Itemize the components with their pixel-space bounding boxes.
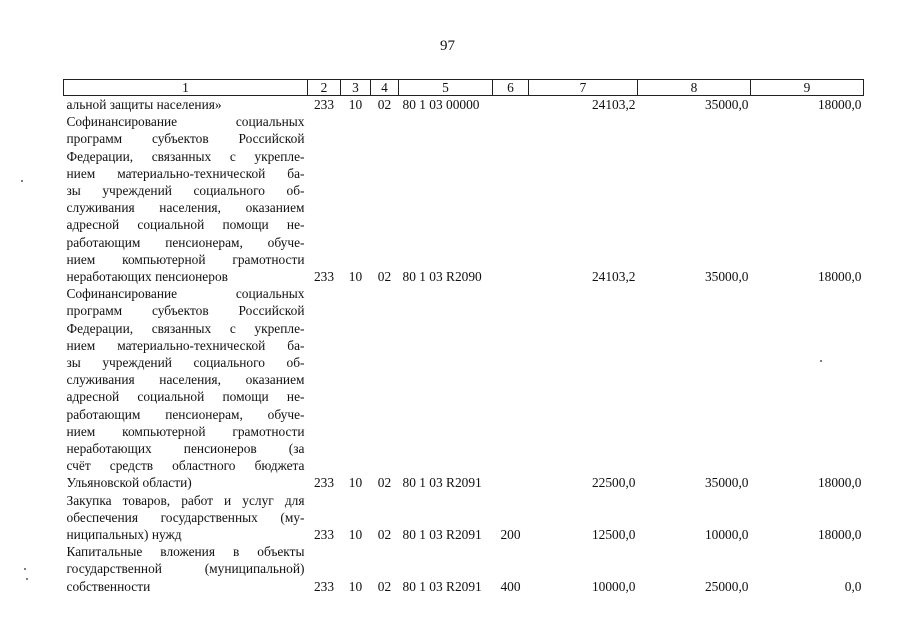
chapter-code: 233 (313, 475, 335, 491)
amount-2019: 18000,0 (817, 527, 862, 543)
target-article-code: 80 1 03 R2091 (402, 578, 482, 594)
amount-2019: 18000,0 (817, 475, 862, 491)
section-code: 10 (348, 475, 363, 491)
section-code: 10 (348, 527, 363, 543)
amount-2019: 18000,0 (817, 97, 862, 112)
target-article-code: 80 1 03 00000 (402, 97, 480, 112)
row-name-line: зы учреждений социального об- (66, 355, 305, 371)
section-code: 10 (348, 578, 363, 594)
row-name-line: Капитальные вложения в объекты (66, 544, 305, 560)
subsection-code: 02 (377, 578, 392, 594)
col-header-2: 2 (308, 80, 341, 96)
row-name-line: программ субъектов Российской (66, 303, 305, 319)
section-code: 10 (348, 269, 363, 285)
table-row (64, 285, 864, 491)
subsection-code: 02 (377, 97, 392, 112)
chapter-code: 233 (313, 578, 335, 594)
row-name-line: нием материально-технической ба- (66, 337, 305, 353)
amount-2017: 10000,0 (591, 578, 636, 594)
expense-type-code (493, 285, 529, 491)
row-name-line: ниципальных) нужд (66, 527, 182, 543)
amount-2018: 35000,0 (704, 475, 749, 491)
row-name-line: счёт средств областного бюджета (66, 458, 305, 474)
row-name-line: Федерации, связанных с укрепле- (66, 148, 305, 164)
table-row (64, 492, 864, 544)
expense-type-code: 200 (500, 527, 521, 543)
row-name (64, 492, 308, 544)
chapter-code: 233 (313, 527, 335, 543)
subsection-code: 02 (377, 475, 392, 491)
header-row (64, 80, 864, 96)
amount-2017: 22500,0 (591, 475, 636, 491)
row-name (64, 543, 308, 595)
expense-type-code (493, 113, 529, 285)
row-name-line: альной защиты населения» (66, 97, 222, 112)
row-name-line: программ субъектов Российской (66, 131, 305, 147)
row-name-line: адресной социальной помощи не- (66, 389, 305, 405)
row-name-line: неработающих пенсионеров (66, 269, 228, 285)
row-name-line: работающим пенсионерам, обуче- (66, 234, 305, 250)
row-name-line: Закупка товаров, работ и услуг для (66, 492, 305, 508)
amount-2019: 18000,0 (817, 269, 862, 285)
col-header-6: 6 (493, 80, 529, 96)
scan-speck (21, 180, 23, 182)
amount-2018: 35000,0 (704, 269, 749, 285)
section-code: 10 (348, 97, 363, 112)
row-name (64, 113, 308, 285)
row-name-line: обеспечения государственных (му- (66, 509, 305, 525)
target-article-code: 80 1 03 R2090 (402, 269, 482, 285)
expense-type-code: 400 (500, 578, 521, 594)
row-name-line: служивания населения, оказанием (66, 372, 305, 388)
row-name-line: Софинансирование социальных (66, 114, 305, 130)
row-name (64, 285, 308, 491)
col-header-8: 8 (638, 80, 751, 96)
table-row (64, 96, 864, 114)
target-article-code: 80 1 03 R2091 (402, 475, 482, 491)
row-name-line: Софинансирование социальных (66, 286, 305, 302)
row-name-line: неработающих пенсионеров (за (66, 441, 305, 457)
scan-speck (820, 360, 822, 362)
expense-type-code (493, 96, 529, 114)
col-header-5: 5 (399, 80, 493, 96)
col-header-9: 9 (751, 80, 864, 96)
amount-2019: 0,0 (844, 578, 862, 594)
page-number: 97 (440, 38, 455, 54)
target-article-code: 80 1 03 R2091 (402, 527, 482, 543)
row-name-line: работающим пенсионерам, обуче- (66, 406, 305, 422)
amount-2018: 25000,0 (704, 578, 749, 594)
row-name-line: служивания населения, оказанием (66, 200, 305, 216)
amount-2017: 24103,2 (591, 269, 636, 285)
row-name-line: зы учреждений социального об- (66, 183, 305, 199)
amount-2017: 12500,0 (591, 527, 636, 543)
row-name-line: Ульяновской области) (66, 475, 192, 491)
row-name-line: государственной (муниципальной) (66, 561, 305, 577)
scan-speck (24, 568, 26, 570)
row-name-line: нием компьютерной грамотности (66, 251, 305, 267)
amount-2018: 35000,0 (704, 97, 749, 112)
col-header-4: 4 (371, 80, 399, 96)
table-row (64, 113, 864, 285)
scan-speck (26, 578, 28, 580)
table-row (64, 543, 864, 595)
row-name-line: нием компьютерной грамотности (66, 423, 305, 439)
row-name (64, 96, 308, 114)
subsection-code: 02 (377, 269, 392, 285)
row-name-line: Федерации, связанных с укрепле- (66, 320, 305, 336)
chapter-code: 233 (313, 97, 335, 112)
row-name-line: адресной социальной помощи не- (66, 217, 305, 233)
row-name-line: нием материально-технической ба- (66, 165, 305, 181)
amount-2018: 10000,0 (704, 527, 749, 543)
chapter-code: 233 (313, 269, 335, 285)
budget-table (63, 79, 864, 595)
amount-2017: 24103,2 (591, 97, 636, 112)
subsection-code: 02 (377, 527, 392, 543)
col-header-1: 1 (64, 80, 308, 96)
col-header-7: 7 (529, 80, 638, 96)
col-header-3: 3 (341, 80, 371, 96)
row-name-line: собственности (66, 578, 151, 594)
